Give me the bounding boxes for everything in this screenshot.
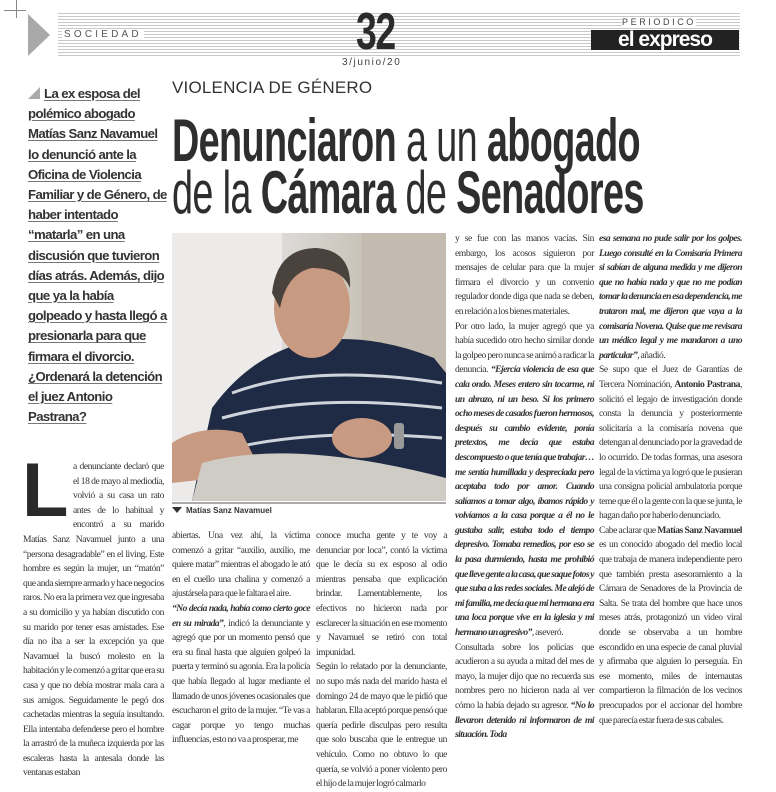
summary-text: La ex esposa del polémico abogado Matías Sanz Navamuel lo denunció ante la Oficina de Violencia Familiar y de Género, de haber intentado “matarla” en una discusión que tuvieron días atrás. Además, dijo que ya la había golpeado y hasta llegó a presionarla para que firmara el divorcio. ¿Ordenará la detención el juez Antonio Pastrana? <box>28 86 167 425</box>
headline-word: Denunciaron <box>172 107 397 174</box>
article-paragraph <box>455 641 594 743</box>
article-paragraph <box>455 320 594 641</box>
body-text: , indicó la denunciante y agregó que por un momento pensó que era su final hasta que alguien golpeó la puerta y terminó su agonía. Era la policía que había llegado al lugar mediante el llamado de unos jóvenes ocasionales que escucharon el grito de la mujer. “Te vas a cagar porque yo tengo muchas influencias, esto no va a prosperar, me <box>172 617 310 746</box>
headline-word: de <box>395 159 457 226</box>
article-column-2 <box>172 529 310 748</box>
headline-word: de la <box>172 159 261 226</box>
headline-word: Senadores <box>456 159 644 226</box>
body-text: Cabe aclarar que <box>599 524 658 536</box>
article-paragraph <box>599 524 742 728</box>
body-text: Se supo que el Juez de Garantías de Tercera Nominación, <box>599 364 742 390</box>
quote-text: “Ejercía violencia de esa que cala ondo. Meses entero sin tocarme, ni un abrazo, ni un beso. Si los primero ocho meses de casados fueron hermosos, después su cambio evidente, ponía pretextos, me decía que estaba descompuesto o que tenía que trabajar…me sentía humillada y despreciada pero aceptaba todo por amor. Cuando salíamos a tomar algo, íbamos rápido y volvíamos a la casa porque a él no le gustaba salir, estaba todo el tiempo depresivo. Tomaba remedios, por eso se la pasa durmiendo, hasta me prohibió que lleve gente a la casa, que saque fotos y que suba a las redes sociales. Me alejó de mi familia, me decía que mi hermana era una loca porque vive en la iglesia y mi hermano un agresivo” <box>455 364 594 639</box>
body-text: abiertas. Una vez ahí, la víctima comenzó a gritar “auxilio, auxilio, me quiere matar” mientras el abogado le ató en el cuello una chalina y comenzó a ajustársela para que le faltara el aire. <box>172 530 310 600</box>
quote-text: “No lo llevaron detenido ni informaron de mi situación. Toda <box>455 700 595 741</box>
article-paragraph <box>316 660 447 791</box>
article-paragraph <box>316 529 447 660</box>
caption-triangle-icon <box>172 507 182 513</box>
body-text: , añadió. <box>637 349 666 361</box>
body-text: Por otro lado, la mujer agregó que ya había sucedido otro hecho similar donde la golpeo pero nunca se animó a radicar la denuncia. <box>455 320 594 376</box>
article-paragraph <box>172 529 310 602</box>
portrait-image <box>172 233 446 501</box>
headline-word: Cámara <box>260 159 396 226</box>
section-label: SOCIEDAD <box>64 29 142 40</box>
article-column-5 <box>599 232 742 728</box>
photo-caption <box>172 502 446 515</box>
article-column-4 <box>455 232 594 743</box>
article-paragraph <box>172 602 310 748</box>
article-photo <box>172 233 446 501</box>
caption-text: Matías Sanz Navamuel <box>186 506 272 515</box>
bold-text: Antonio Pastrana <box>674 378 741 390</box>
article-paragraph <box>599 232 742 363</box>
crop-mark <box>4 0 26 11</box>
quote-text: “No decía nada, había como cierto goce en su mirada” <box>172 602 310 629</box>
article-kicker: VIOLENCIA DE GÉNERO <box>172 78 373 97</box>
section-triangle-icon <box>28 14 50 56</box>
headline-line-2 <box>172 159 644 226</box>
body-text: , aseveró. <box>531 627 564 639</box>
quote-text: esa semana no pude salir por los golpes. Luego consulté en la Comisaría Primera si sabían de alguna medida y me dijeron que no había nada y que no me podían tomar la denuncia en esa dependencia, me trataron mal, me dijeron que vaya a la comisaría Novena. Quise que me revisara un médico legal y me mandaron a uno particular” <box>599 233 742 361</box>
body-text: , solicitó el legajo de investigación donde consta la denuncia y posteriormente solicitaría a la comisaría novena que detengan al denunciado por la gravedad de lo ocurrido. De todas formas, una asesora legal de la víctima ya logró que le pusieran una consigna policial ambulatoria porque teme que él o la gente con la que se junta, le hagan daño por haberlo denunciado. <box>599 378 742 522</box>
article-paragraph <box>455 232 594 320</box>
body-text: es un conocido abogado del medio local que trabaja de manera independiente pero que también presta asesoramiento a la Cámara de Senadores de la Provincia de Salta. Se trata del hombre que hace unos meses atrás, protagonizó un video viral donde se observaba a un hombre escondido en una especie de canal pluvial y afirmaba que alguien lo perseguía. En ese momento, miles de internautas compartieron la filmación de los vecinos preocupados por el accionar del hombre que parecía estar fuera de sus cabales. <box>599 539 742 726</box>
headline-word: a un <box>396 107 487 174</box>
headline-word: abogado <box>486 107 640 174</box>
newspaper-logo: el expreso <box>591 30 739 50</box>
body-text: a denunciante declaró que el 18 de mayo al mediodía, volvió a su casa un rato antes de lo habitual y encontró a su marido Matías Sanz Navamuel junto a una “persona desagradable” en el living. Este hombre es según la mujer, un “matón” que anda siempre armado y hace negocios raros. No era la primera vez que ingresaba a su domicilio y ya habían discutido con su marido por tener esas amistades. Ese día no iba a ser la excepción ya que Navamuel la buscó molesto en la habitación y le comenzó a gritar que era su casa y que no debía mostrar mala cara a sus amigos. Seguidamente le pegó dos cachetadas mientras la seguía insultando. Ella intentaba defenderse pero el hombre la arrastró de la muñeca izquierda por las escaleras hasta la antesala donde las ventanas estaban <box>23 461 164 779</box>
body-text: y se fue con las manos vacías. Sin embargo, los acosos siguieron por mensajes de celular para que la mujer firmara el divorcio y un convenio regulador donde diga que nada se deben, en relación a los bienes materiales. <box>455 233 594 317</box>
body-text: conoce mucha gente y te voy a denunciar por loca”, contó la víctima que le decía su ex esposo al odio mientras pensaba que explicación brindar. Lamentablemente, los efectivos no hicieron nada por esclarecer la situación en ese momento y Navamuel se retiró con total impunidad. <box>316 530 447 658</box>
bold-text: Matías Sanz Navamuel <box>657 524 742 536</box>
article-column-3 <box>316 529 447 792</box>
body-text: Según lo relatado por la denunciante, no supo más nada del marido hasta el domingo 24 de mayo que le pidió que hablaran. Ella aceptó porque pensó que quería pedirle disculpas pero resulta que solo buscaba que le entregue un vehículo. Como no obtuvo lo que quería, se volvió a poner violento pero el hijo de la mujer logró calmarlo <box>316 661 447 790</box>
drop-cap: L <box>22 448 68 533</box>
article-summary <box>28 84 170 427</box>
body-text: Consultada sobre los policías que acudieron a su ayuda a mitad del mes de mayo, la mujer dijo que no recuerda sus nombres pero no hicieron nada al ver cómo la había dejado su agresor. <box>455 641 594 711</box>
logo-tagline: PERIODICO <box>622 17 696 27</box>
article-paragraph <box>599 363 742 524</box>
article-column-1 <box>22 448 164 781</box>
page-number: 32 <box>356 3 395 61</box>
triangle-icon <box>28 87 40 99</box>
issue-date: 3/junio/20 <box>342 57 402 68</box>
